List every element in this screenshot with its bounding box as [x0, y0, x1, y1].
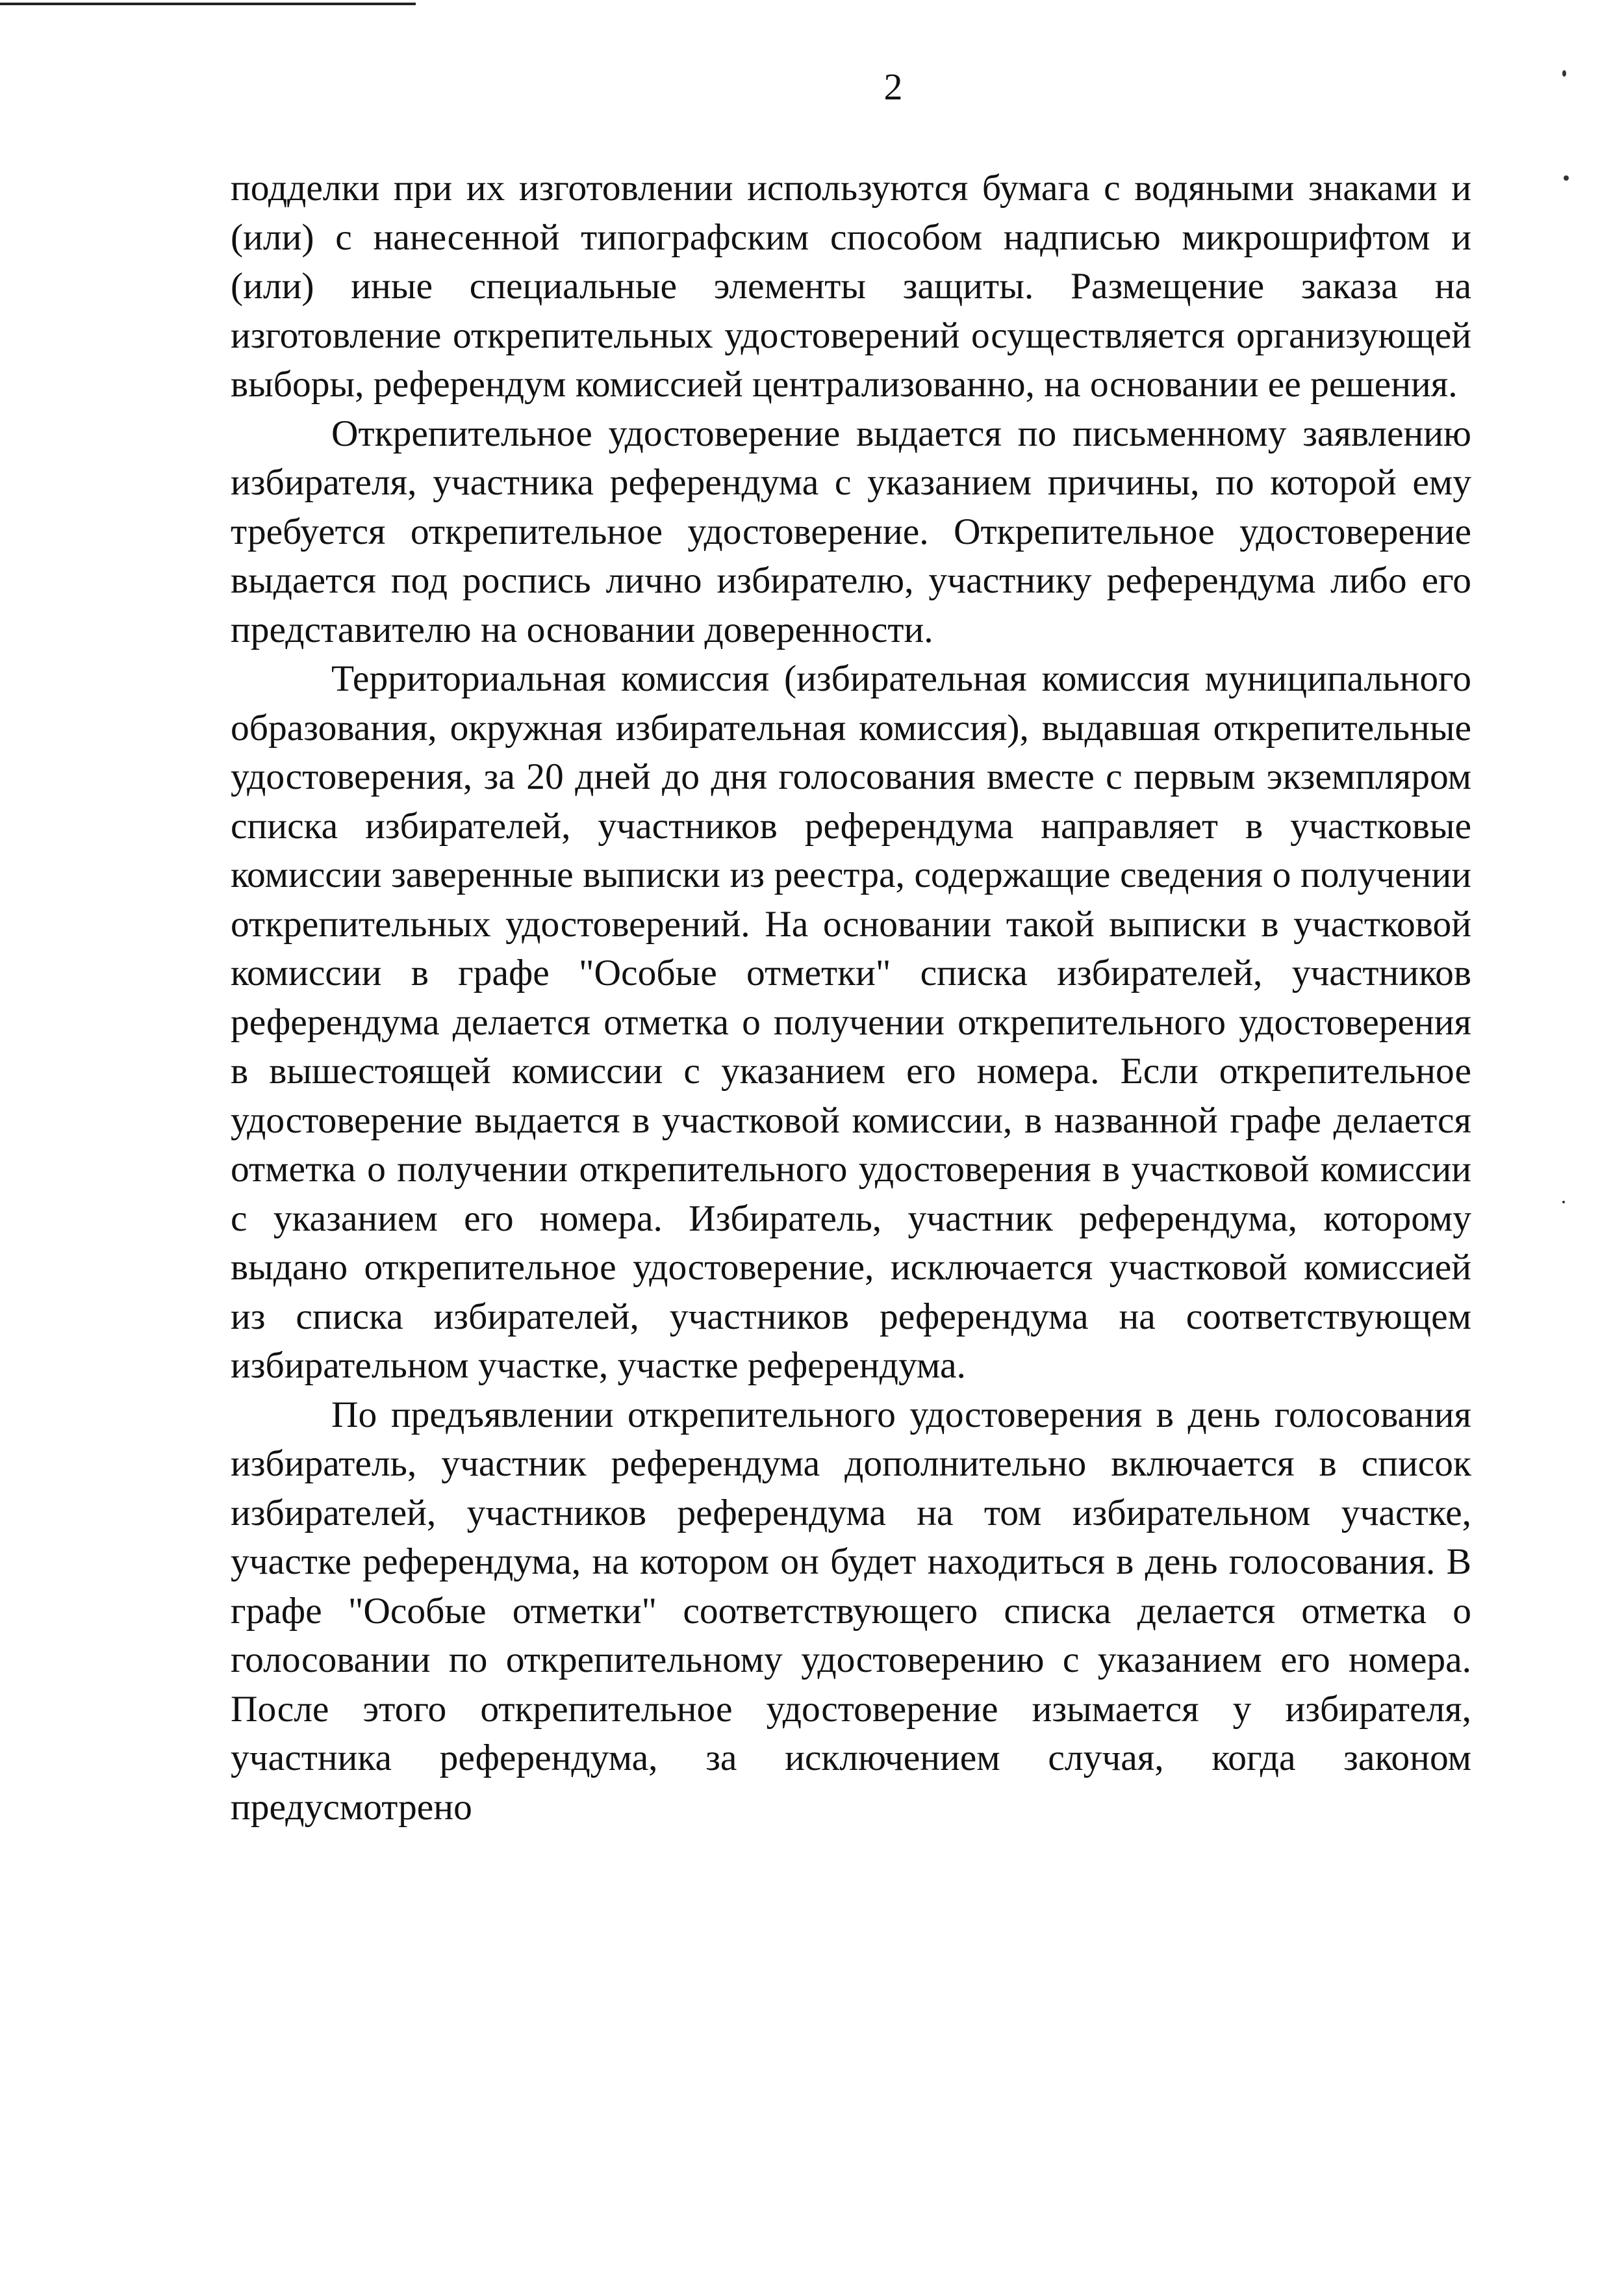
paragraph-issuance: Открепительное удостоверение выдается по письменному заявлению избирателя, участника референдума с указанием причины, по которой ему требуется открепительное удостоверение. Открепительное удостоверение выдается под роспись лично избирателю, участнику референдума либо его представителю на основании доверенности.	[231, 413, 1471, 650]
scan-speck	[1562, 70, 1566, 77]
paragraph-continuation: подделки при их изготовлении используются бумага с водяными знаками и (или) с нанесенной типографским способом надписью микрошрифтом и (или) иные специальные элементы защиты. Размещение заказа на изготовление открепительных удостоверений осуществляется организующей выборы, референдум комиссией централизованно, на основании ее решения.	[231, 168, 1471, 405]
paragraph-voting-day: По предъявлении открепительного удостоверения в день голосования избиратель, участник референдума дополнительно включается в список избирателей, участников референдума на том избирательном участке, участке референдума, на котором он будет находиться в день голосования. В графе "Особые отметки" соответствующего списка делается отметка о голосовании по открепительному удостоверению с указанием его номера. После этого открепительное удостоверение изымается у избирателя, участника референдума, за исключением случая, когда законом предусмотрено	[231, 1394, 1471, 1828]
scan-speck	[1562, 1201, 1565, 1203]
scan-speck	[1564, 175, 1569, 181]
scan-edge-line	[0, 3, 416, 5]
page-number: 2	[883, 66, 903, 108]
document-body	[231, 164, 1471, 1832]
paragraph-territorial-commission: Территориальная комиссия (избирательная комиссия муниципального образования, окружная избирательная комиссия), выдавшая открепительные удостоверения, за 20 дней до дня голосования вместе с первым экземпляром списка избирателей, участников референдума направляет в участковые комиссии заверенные выписки из реестра, содержащие сведения о получении открепительных удостоверений. На основании такой выписки в участковой комиссии в графе "Особые отметки" списка избирателей, участников референдума делается отметка о получении открепительного удостоверения в вышестоящей комиссии с указанием его номера. Если открепительное удостоверение выдается в участковой комиссии, в названной графе делается отметка о получении открепительного удостоверения в участковой комиссии с указанием его номера. Избиратель, участник референдума, которому выдано открепительное удостоверение, исключается участковой комиссией из списка избирателей, участников референдума на соответствующем избирательном участке, участке референдума.	[231, 658, 1471, 1386]
